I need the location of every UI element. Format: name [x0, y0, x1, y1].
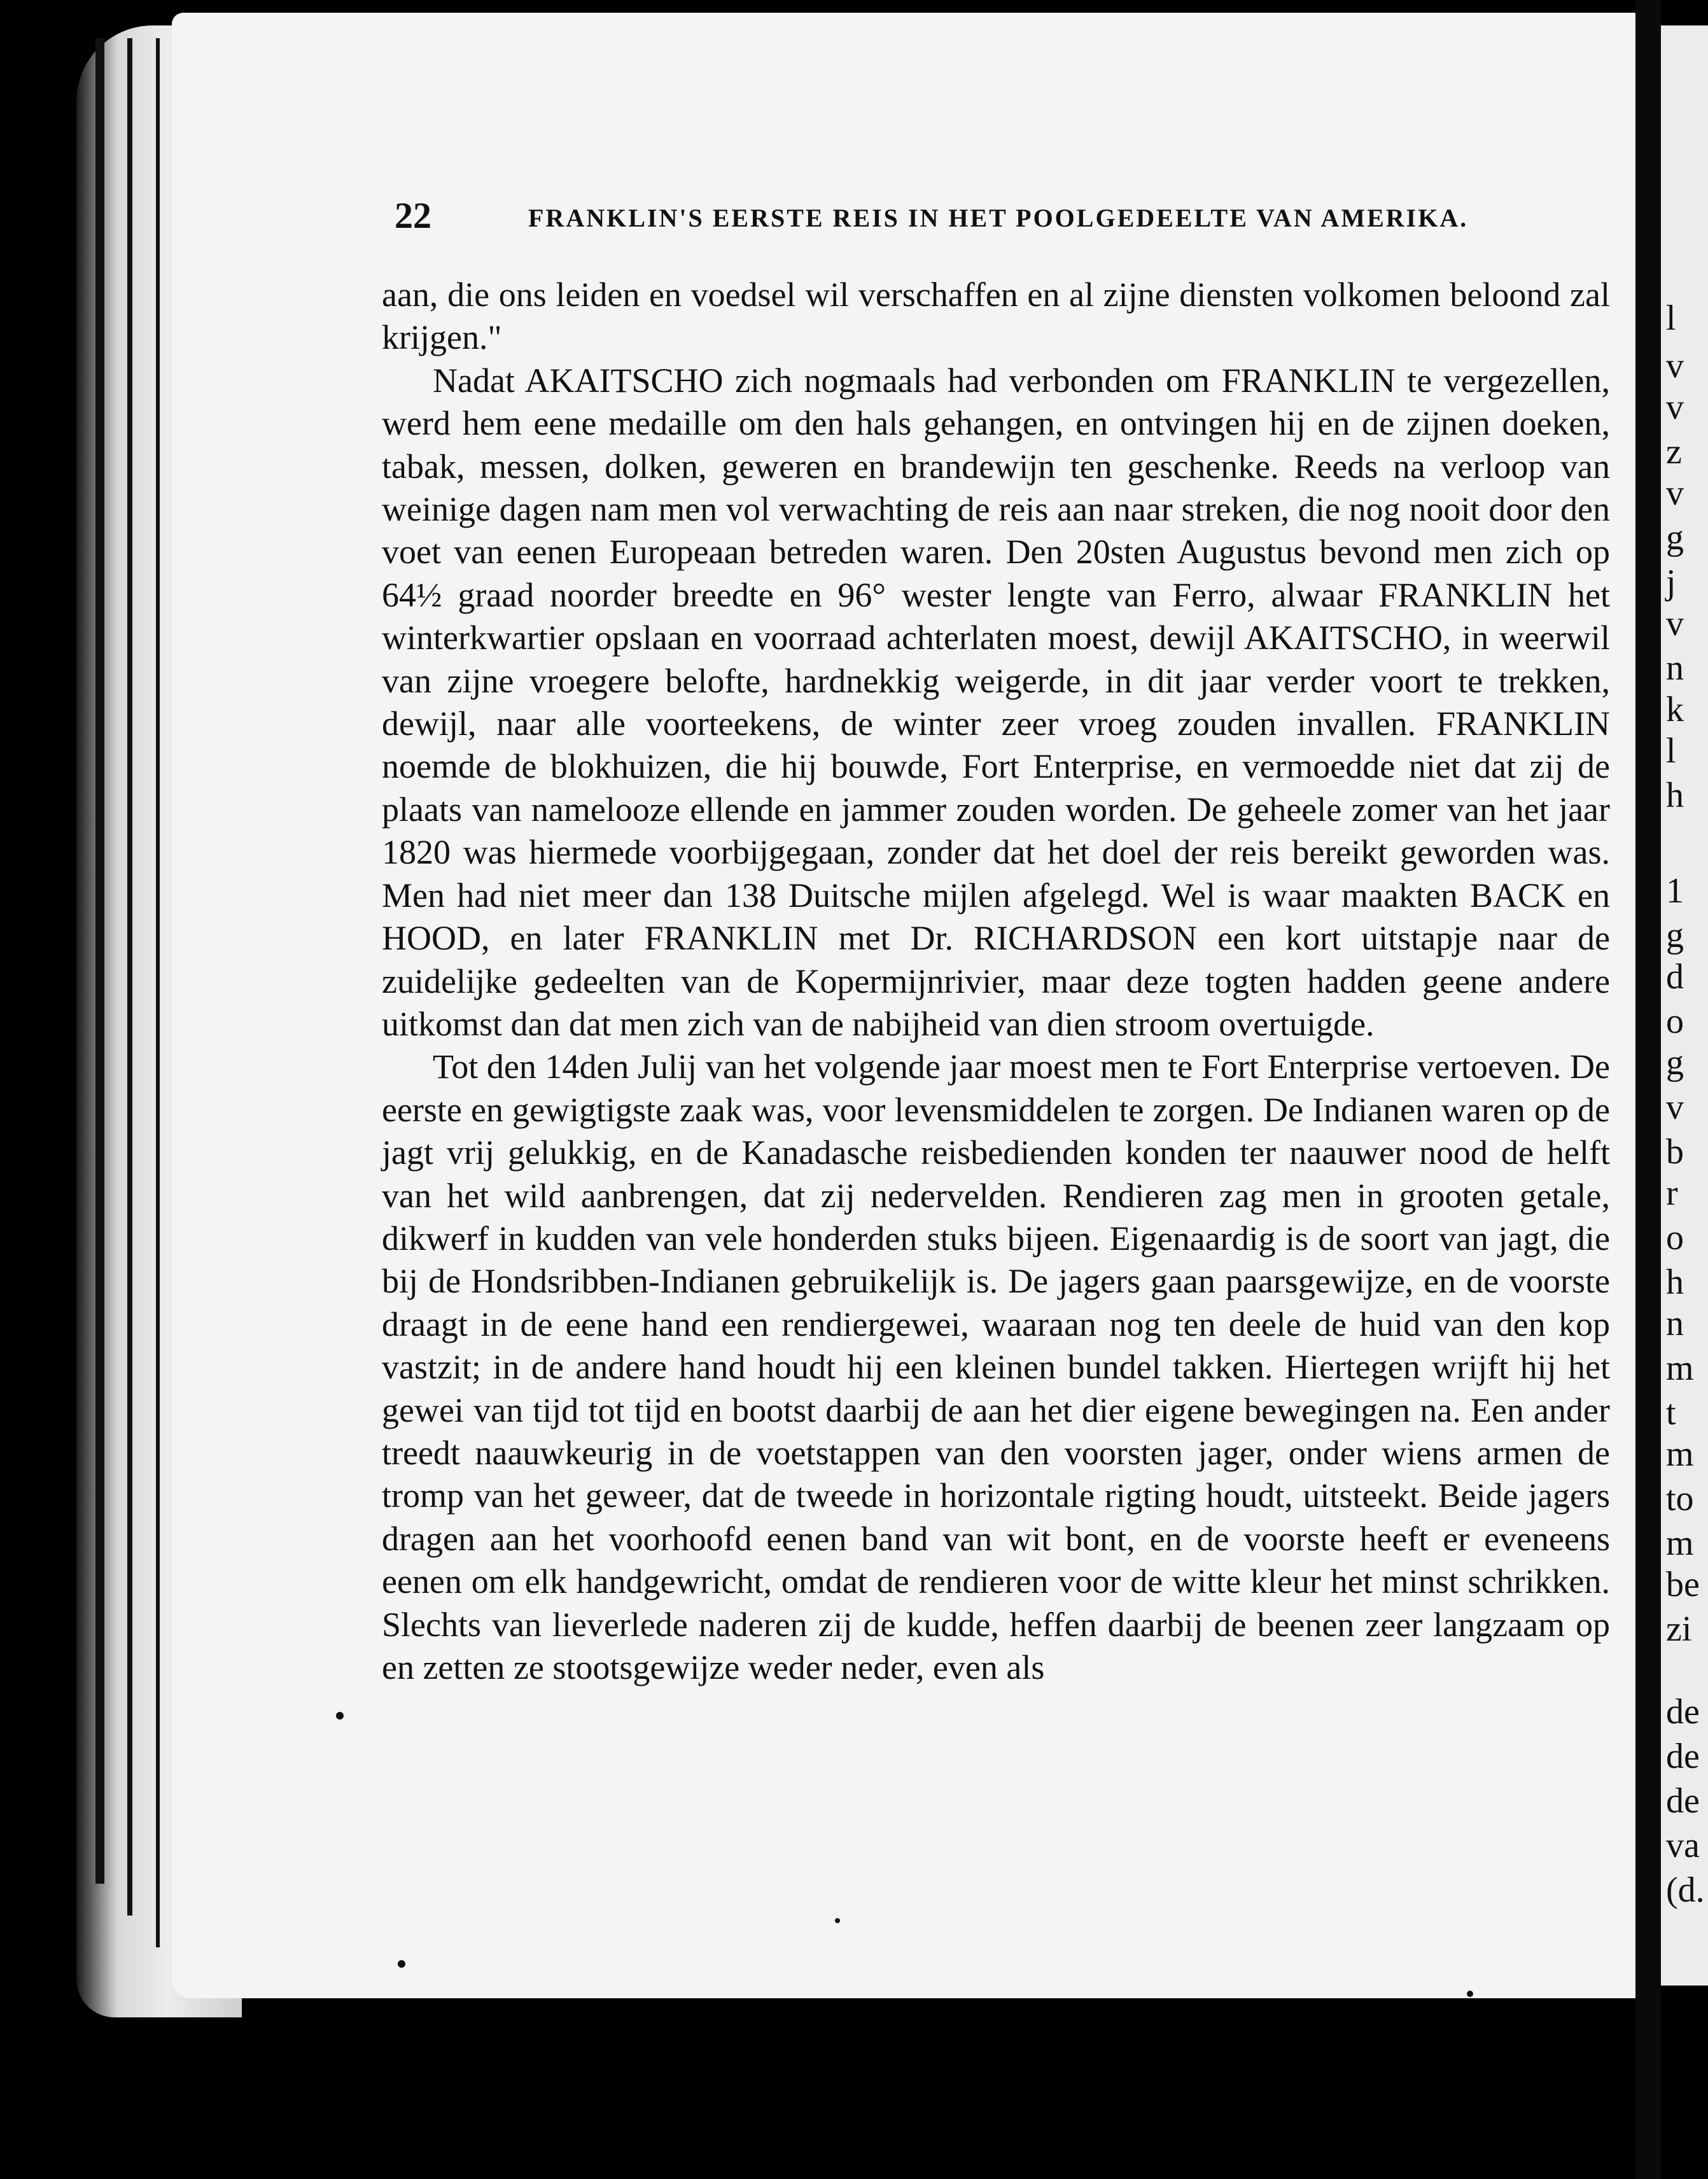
adjacent-page-fragment: r — [1666, 1174, 1678, 1213]
adjacent-page-fragment: m — [1666, 1434, 1694, 1474]
adjacent-page-fragment: de — [1666, 1781, 1700, 1821]
page-edge-line — [156, 38, 160, 1947]
adjacent-page-fragment: de — [1666, 1737, 1700, 1776]
ink-speck — [398, 1960, 405, 1968]
adjacent-page-fragment: g — [1666, 518, 1684, 557]
adjacent-page-fragment: m — [1666, 1349, 1694, 1388]
adjacent-page-fragment: zi — [1666, 1609, 1692, 1649]
adjacent-page-fragment: m — [1666, 1524, 1694, 1563]
ink-speck — [336, 1712, 344, 1720]
ink-speck — [1467, 1991, 1473, 1997]
adjacent-page-fragment: g — [1666, 916, 1684, 955]
page-edge-line — [127, 38, 132, 1916]
body-text — [382, 274, 1610, 1689]
paragraph: aan, die ons leiden en voedsel wil verschaffen en al zijne diensten volkomen beloond zal krijgen." — [382, 276, 1610, 357]
adjacent-page-fragment: v — [1666, 346, 1684, 386]
adjacent-page-fragment: n — [1666, 648, 1684, 688]
adjacent-page-fragment: l — [1666, 298, 1676, 338]
adjacent-page-fragment: o — [1666, 1218, 1684, 1258]
adjacent-page-fragment: d — [1666, 957, 1684, 997]
adjacent-page-fragment: v — [1666, 388, 1684, 427]
paragraph: Nadat AKAITSCHO zich nogmaals had verbonden om FRANKLIN te vergezellen, werd hem eene medaille om den hals gehangen, en ontvingen hij en de zijnen doeken, tabak, messen, dolken, geweren en brandewijn ten geschenke. Reeds na verloop van weinige dagen nam men vol verwachting de reis aan naar streken, die nog nooit door den voet van eenen Europeaan betreden waren. Den 20sten Augustus bevond men zich op 64½ graad noorder breedte en 96° wester lengte van Ferro, alwaar FRANKLIN het winterkwartier opslaan en voorraad achterlaten moest, dewijl AKAITSCHO, in weerwil van zijne vroegere belofte, hardnekkig weigerde, in dit jaar verder voort te trekken, dewijl, naar alle voorteekens, de winter zeer vroeg zouden invallen. FRANKLIN noemde de blokhuizen, die hij bouwde, Fort Enterprise, en vermoedde niet dat zij de plaats van namelooze ellende en jammer zouden worden. De geheele zomer van het jaar 1820 was hiermede voorbijgegaan, zonder dat het doel der reis bereikt geworden was. Men had niet meer dan 138 Duitsche mijlen afgelegd. Wel is waar maakten BACK en HOOD, en later FRANKLIN met Dr. RICHARDSON een kort uitstapje naar de zuidelijke gedeelten van de Kopermijnrivier, maar deze togten hadden geene andere uitkomst dan dat men zich van de nabijheid van dien stroom overtuigde. — [382, 361, 1610, 1043]
paragraph: Tot den 14den Julij van het volgende jaar moest men te Fort Enterprise vertoeven. De eerste en gewigtigste zaak was, voor levensmiddelen te zorgen. De Indianen waren op de jagt vrij gelukkig, en de Kanadasche reisbedienden konden ter naauwer nood de helft van het wild aanbrengen, dat zij nedervelden. Rendieren zag men in grooten getale, dikwerf in kudden van vele honderden stuks bijeen. Eigenaardig is de soort van jagt, die bij de Hondsribben-Indianen gebruikelijk is. De jagers gaan paarsgewijze, en de voorste draagt in de eene hand een rendiergewei, waaraan nog ten deele de huid van den kop vastzit; in de andere hand houdt hij een kleinen bundel takken. Hiertegen wrijft hij het gewei van tijd tot tijd en bootst daarbij de aan het dier eigene bewegingen na. Een ander treedt naauwkeurig in de voetstappen van den voorsten jager, onder wiens armen de tromp van het geweer, dat de tweede in horizontale rigting houdt, uitsteekt. Beide jagers dragen aan het voorhoofd eenen band van wit bont, en de voorste heeft er eveneens eenen om elk handgewricht, omdat de rendieren voor de witte kleur het minst schrikken. Slechts van lieverlede naderen zij de kudde, heffen daarbij de beenen zeer langzaam op en zetten ze stootsgewijze weder neder, even als — [382, 1047, 1610, 1686]
page-edge-line — [95, 38, 104, 1884]
running-title: FRANKLIN'S EERSTE REIS IN HET POOLGEDEELTE VAN AMERIKA. — [528, 204, 1469, 232]
adjacent-page-fragment: h — [1666, 1263, 1684, 1302]
adjacent-page-fragment: l — [1666, 731, 1676, 771]
adjacent-page-fragment: be — [1666, 1565, 1700, 1604]
running-header — [395, 194, 1489, 245]
ink-speck — [835, 1918, 840, 1923]
adjacent-page-fragment: va — [1666, 1826, 1700, 1865]
adjacent-page-fragment: o — [1666, 1002, 1684, 1041]
adjacent-page-fragment: de — [1666, 1692, 1700, 1732]
adjacent-page-fragment: b — [1666, 1132, 1684, 1172]
adjacent-page-fragment: t — [1666, 1393, 1676, 1433]
adjacent-page-fragment: 1 — [1666, 871, 1684, 911]
adjacent-page-fragment: to — [1666, 1479, 1694, 1518]
adjacent-page-fragment: v — [1666, 473, 1684, 513]
adjacent-page-fragment: n — [1666, 1304, 1684, 1343]
book-gutter — [1635, 0, 1661, 2179]
adjacent-page-fragment: z — [1666, 432, 1682, 472]
adjacent-page-fragment: g — [1666, 1043, 1684, 1082]
page-number: 22 — [395, 195, 431, 236]
adjacent-page-fragment: j — [1666, 563, 1676, 602]
adjacent-page-fragment: (d. — [1666, 1870, 1705, 1910]
adjacent-page-fragment: v — [1666, 1088, 1684, 1127]
adjacent-page-fragment: v — [1666, 604, 1684, 643]
adjacent-page-fragment: h — [1666, 776, 1684, 815]
adjacent-page-fragment: k — [1666, 690, 1684, 729]
